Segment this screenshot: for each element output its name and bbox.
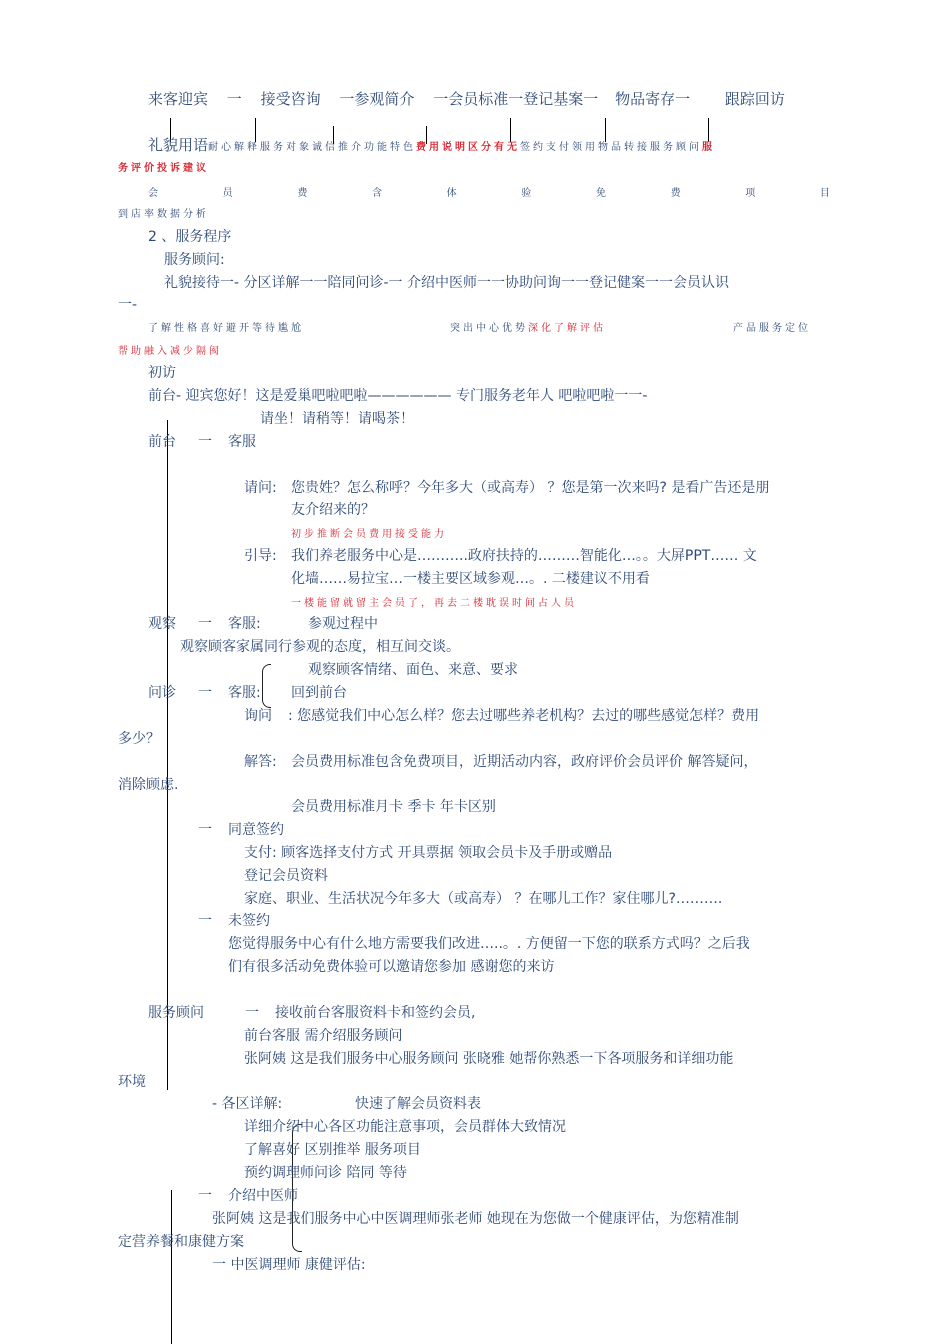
unsigned-text: 们有很多活动免费体验可以邀请您参加 感谢您的来访 <box>228 959 555 975</box>
flow-arrow: 一 <box>583 90 599 108</box>
step-note-continued: 帮助融入减少隔阂 <box>118 346 222 357</box>
fee-char: 目 <box>819 188 830 199</box>
dash: 一 <box>198 434 212 450</box>
zones-book: 预约调理师问诊 陪同 等待 <box>244 1165 407 1181</box>
step-note: 突出中心优势深化了解评估 <box>450 323 606 334</box>
fee-char: 免 <box>595 188 606 199</box>
step-note: 产品服务定位 <box>733 323 811 334</box>
role-label: 服务顾问: <box>164 252 225 268</box>
front-greeting: 前台- 迎宾您好！这是爱巢吧啦吧啦—————— 专门服务老年人 吧啦吧啦一一- <box>148 388 648 404</box>
zones-quick: 快速了解会员资料表 <box>355 1096 481 1112</box>
guide-text: 化墙……易拉宝…一楼主要区域参观…。. 二楼建议不用看 <box>291 571 650 587</box>
ask-note: 初步推断会员费用接受能力 <box>291 529 447 540</box>
register-text: 登记会员资料 <box>244 868 328 884</box>
flow-arrow: 一 <box>508 90 524 108</box>
agree-label: 同意签约 <box>228 822 284 838</box>
fee-char: 员 <box>222 188 233 199</box>
flow-step: 登记基案 <box>523 90 584 108</box>
role-label: 客服: <box>228 685 261 701</box>
connector-line <box>171 1190 172 1344</box>
etiquette-lead: 礼貌用语 <box>148 136 209 154</box>
flow-step: 物品寄存 <box>615 90 676 108</box>
flow-arrow: 一 <box>675 90 691 108</box>
eval-text: 一 中医调理师 康健评估: <box>212 1257 366 1273</box>
connector-line <box>167 420 168 1090</box>
first-visit-label: 初访 <box>148 365 176 381</box>
member-fee-row <box>148 184 830 199</box>
flow-arrow: 一 <box>226 90 242 108</box>
family-text: 家庭、职业、生活状况今年多大（或高寿） ？在哪儿工作？家住哪儿?………. <box>244 891 723 907</box>
etiquette-continued: 务评价投诉建议 <box>118 163 209 174</box>
role-label: 客服 <box>228 434 256 450</box>
tcm-text: 张阿姨 这是我们服务中心中医调理师张老师 她现在为您做一个健康评估，为您精准制 <box>212 1211 739 1227</box>
dash: 一 <box>245 1005 259 1021</box>
zones-prefs: 了解喜好 区别推举 服务项目 <box>244 1142 421 1158</box>
ask-text: 友介绍来的？ <box>291 502 375 518</box>
flow-step: 来客迎宾 <box>148 90 209 108</box>
ask-label: 请问: <box>244 480 277 496</box>
dash: 一 <box>198 685 212 701</box>
advisor-steps-continued: 一- <box>118 297 138 313</box>
pay-text: 支付: 顾客选择支付方式 开具票据 领取会员卡及手册或赠品 <box>244 845 613 861</box>
answer-text: 消除顾虑. <box>118 777 179 793</box>
flow-arrow: 一 <box>433 90 449 108</box>
flow-step: 参观简介 <box>354 90 415 108</box>
brace <box>262 664 271 708</box>
fee-char: 会 <box>148 188 158 199</box>
please-text: 请坐！请稍等！请喝茶！ <box>260 411 414 427</box>
etiquette-text: 签约支付领用物品转接服务顾问 <box>520 142 703 153</box>
front-desk-label: 前台 <box>148 434 176 450</box>
advisor-zhang: 张阿姨 这是我们服务中心服务顾问 张晓雅 她帮你熟悉一下各项服务和详细功能 <box>244 1051 734 1067</box>
ask-text: : 您感觉我们中心怎么样？您去过哪些养老机构？去过的哪些感觉怎样？费用 <box>288 708 760 724</box>
fee-char: 体 <box>446 188 457 199</box>
consult-label: 问诊 <box>148 685 176 701</box>
consult-back: 回到前台 <box>291 685 347 701</box>
observe-label: 观察 <box>148 616 176 632</box>
dash: 一 <box>198 822 212 838</box>
advisor-zhang: 环境 <box>118 1074 146 1090</box>
guide-text: 我们养老服务中心是………..政府扶持的………智能化…。。大屏PPT…… 文 <box>291 548 757 564</box>
etiquette-highlight: 费用说明区分有无 <box>416 142 521 153</box>
fee-char: 验 <box>521 188 532 199</box>
unsigned-label: 未签约 <box>228 913 270 929</box>
dash: 一 <box>198 616 212 632</box>
advisor-steps: 礼貌接待一- 分区详解一一陪同问诊-一 介绍中医师一一协助问询一一登记健案一一会员认识 <box>164 275 730 291</box>
flow-arrow: 一 <box>339 90 355 108</box>
zones-detail: 详细介绍中心各区功能注意事项，会员群体大致情况 <box>244 1119 566 1135</box>
fee-char: 费 <box>670 188 681 199</box>
etiquette-text: 耐心解释服务对象诚信推介功能特色 <box>208 142 417 153</box>
answer-label: 解答: <box>244 754 277 770</box>
tcm-text: 定营养餐和康健方案 <box>118 1234 244 1250</box>
tcm-label: 介绍中医师 <box>228 1188 298 1204</box>
observe-watch: 观察顾客情绪、面色、来意、要求 <box>308 662 518 678</box>
observe-during: 参观过程中 <box>308 616 378 632</box>
role-label: 客服: <box>228 616 261 632</box>
etiquette-highlight: 服 <box>702 142 716 153</box>
ask-text: 您贵姓？怎么称呼？今年多大（或高寿） ？您是第一次来吗? 是看广告还是朋 <box>291 480 770 496</box>
advisor-intro: 前台客服 需介绍服务顾问 <box>244 1028 403 1044</box>
flow-step: 接受咨询 <box>260 90 321 108</box>
zones-label: - 各区详解: <box>212 1096 283 1112</box>
advisor-receive: 接收前台客服资料卡和签约会员, <box>275 1005 476 1021</box>
advisor-label: 服务顾问 <box>148 1005 204 1021</box>
flow-step: 跟踪回访 <box>724 90 785 108</box>
ask-label: 询问 <box>244 708 272 724</box>
dash: 一 <box>198 913 212 929</box>
member-fee-continued: 到店率数据分析 <box>118 209 209 220</box>
flow-row <box>148 90 785 108</box>
unsigned-text: 您觉得服务中心有什么地方需要我们改进…..。. 方便留一下您的联系方式吗？之后我 <box>228 936 750 952</box>
guide-note: 一楼能留就留主会员了，再去二楼耽误时间占人员 <box>291 598 577 609</box>
fee-char: 含 <box>371 188 382 199</box>
step-note: 了解性格喜好避开等待尴尬 <box>148 323 304 334</box>
fee-char: 费 <box>297 188 308 199</box>
etiquette-row <box>148 136 715 157</box>
card-types: 会员费用标准月卡 季卡 年卡区别 <box>291 799 496 815</box>
flow-step: 会员标准 <box>448 90 509 108</box>
ask-text: 多少？ <box>118 731 160 747</box>
dash: 一 <box>198 1188 212 1204</box>
section-heading: 2 、服务程序 <box>148 229 232 245</box>
observe-desc: 观察顾客家属同行参观的态度，相互间交谈。 <box>180 639 460 655</box>
guide-label: 引导: <box>244 548 277 564</box>
answer-text: 会员费用标准包含免费项目，近期活动内容，政府评价会员评价 解答疑问， <box>291 754 758 770</box>
fee-char: 项 <box>745 188 756 199</box>
